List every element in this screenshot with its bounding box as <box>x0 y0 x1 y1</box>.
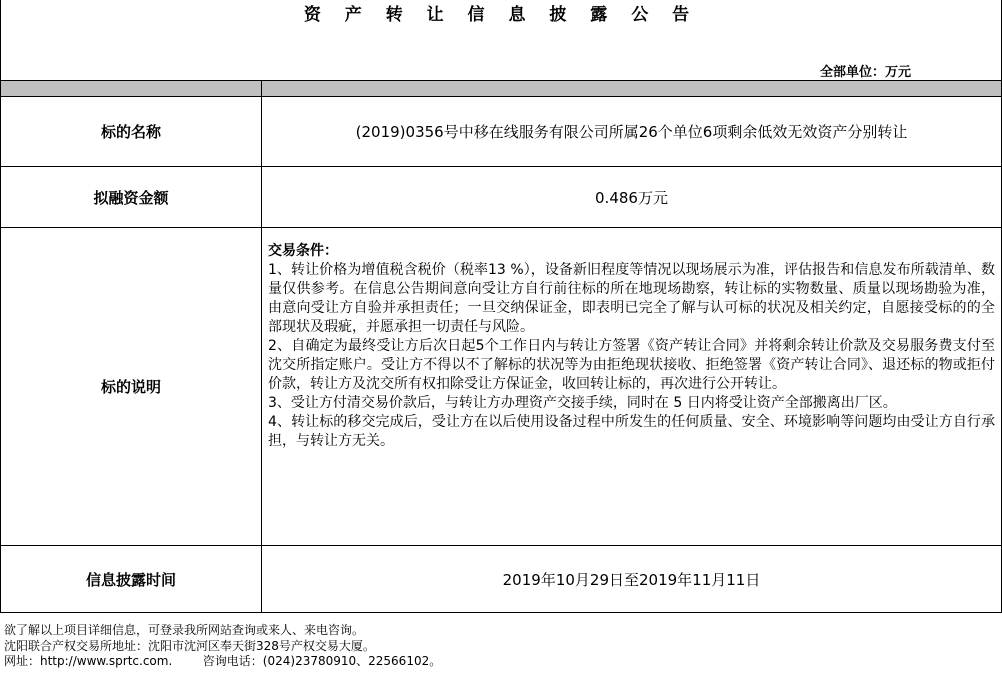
condition-item-2: 2、自确定为最终受让方后次日起5个工作日内与转让方签署《资产转让合同》并将剩余转让价款及交易服务费支付至沈交所指定账户。受让方不得以不了解标的状况等为由拒绝现状接收、拒绝签署《资产转让合同》、退还标的物或拒付价款，转让方及沈交所有权扣除受让方保证金，收回转让标的，再次进行公开转让。 <box>268 338 995 392</box>
footer-address: 沈阳联合产权交易所地址：沈阳市沈河区奉天街328号产权交易大厦。 <box>4 638 375 653</box>
footer-inquiry-note: 欲了解以上项目详细信息，可登录我所网站查询或来人、来电咨询。 <box>4 623 365 637</box>
row-subject-name <box>1 97 1002 167</box>
header-cell-right <box>262 81 1002 97</box>
row-subject-description <box>1 228 1002 546</box>
financing-amount-value: 0.486万元 <box>262 167 1002 228</box>
header-cell-left <box>1 81 262 97</box>
table-header-row <box>1 81 1002 97</box>
disclosure-period-label: 信息披露时间 <box>1 546 262 613</box>
subject-description-content <box>262 228 1002 546</box>
row-financing-amount <box>1 167 1002 228</box>
contact-footer <box>4 623 441 670</box>
condition-item-3: 3、受让方付清交易价款后，与转让方办理资产交接手续，同时在 5 日内将受让资产全部搬离出厂区。 <box>268 395 897 411</box>
subject-description-label: 标的说明 <box>1 228 262 546</box>
notice-title: 资 产 转 让 信 息 披 露 公 告 <box>303 5 699 25</box>
condition-item-1: 1、转让价格为增值税含税价（税率13 %），设备新旧程度等情况以现场展示为准，评估报告和信息发布所载清单、数量仅供参考。在信息公告期间意向受让方自行前往标的所在地现场勘察，转让标的实物数量、质量以现场勘验为准，由意向受让方自验并承担责任；一旦交纳保证金，即表明已完全了解与认可标的状况及相关约定，自愿接受标的的全部现状及瑕疵，并愿承担一切责任与风险。 <box>268 262 995 335</box>
condition-item-4: 4、转让标的移交完成后，受让方在以后使用设备过程中所发生的任何质量、安全、环境影响等问题均由受让方自行承担，与转让方无关。 <box>268 414 995 449</box>
unit-label: 全部单位：万元 <box>820 65 912 80</box>
footer-website-phone: 网址：http://www.sprtc.com. 咨询电话：(024)23780910、22566102。 <box>4 654 442 668</box>
subject-name-label: 标的名称 <box>1 97 262 167</box>
financing-amount-label: 拟融资金额 <box>1 167 262 228</box>
subject-name-value: (2019)0356号中移在线服务有限公司所属26个单位6项剩余低效无效资产分别转让 <box>262 97 1002 167</box>
trade-conditions-caption: 交易条件： <box>268 243 338 259</box>
disclosure-period-value: 2019年10月29日至2019年11月11日 <box>262 546 1002 613</box>
row-disclosure-period <box>1 546 1002 613</box>
info-table <box>0 80 1002 613</box>
